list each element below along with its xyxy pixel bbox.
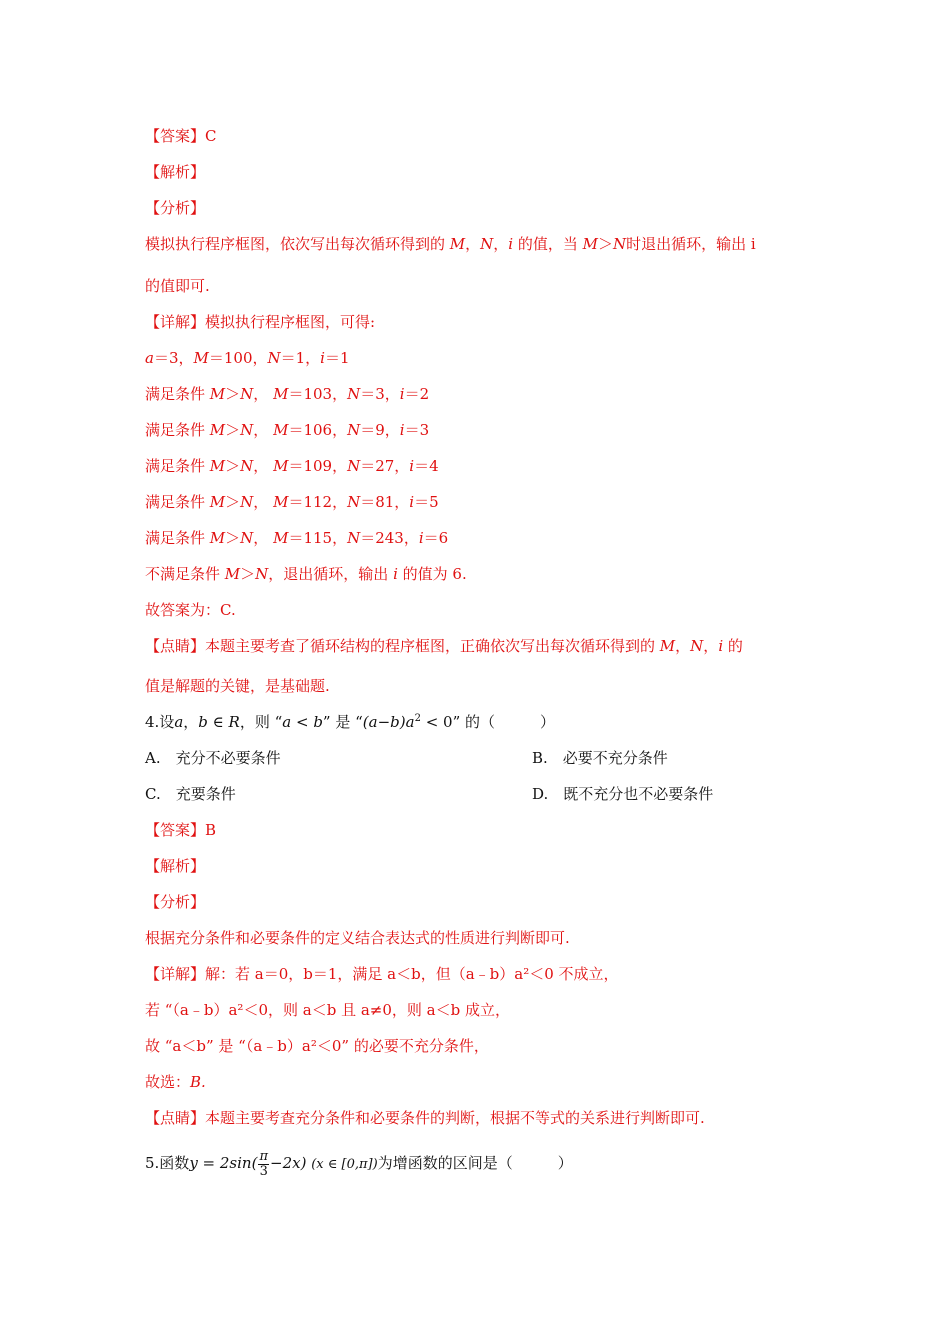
q3-step-line: 满足条件 M＞N， M＝115，N＝243，i＝6 [145,529,449,547]
q3-comment-line2: 值是解题的关键，是基础题. [145,677,330,695]
q4-jiexi-heading: 【解析】 [145,857,206,875]
q5-domain: (x ∈ [0,π]) [311,1157,378,1172]
q3-comment-line1: 【点睛】本题主要考查了循环结构的程序框图，正确依次写出每次循环得到的 M，N，i 的 [145,637,743,655]
q4-option-d: D. 既不充分也不必要条件 [532,785,714,803]
answer-value: C [205,127,217,145]
q3-step-line: 满足条件 M＞N， M＝106，N＝9，i＝3 [145,421,430,439]
answer-value: B [205,821,217,839]
q3-detail-line: 【详解】模拟执行程序框图，可得: [145,313,376,331]
q4-fenxi-heading: 【分析】 [145,893,206,911]
q4-detail-line1: 【详解】解：若 a＝0，b＝1，满足 a＜b，但（a﹣b）a²＜0 不成立， [145,965,619,983]
q3-step-line: 满足条件 M＞N， M＝112，N＝81，i＝5 [145,493,439,511]
comment-tag: 【点睛】 [145,637,206,655]
q4-detail-line3: 故 “a＜b” 是 “（a﹣b）a²＜0” 的必要不充分条件， [145,1037,489,1055]
q5-fraction: $\frac{\pi}{3}$ [259,1148,268,1179]
comment-tag: 【点睛】 [145,1109,206,1127]
q4-answer-line [145,820,216,840]
q3-conclusion: 故答案为：C. [145,601,236,619]
q3-step-line: 满足条件 M＞N， M＝109，N＝27，i＝4 [145,457,439,475]
q4-fenxi-text: 根据充分条件和必要条件的定义结合表达式的性质进行判断即可. [145,929,570,947]
detail-tag: 【详解】 [145,313,206,331]
q4-detail-line4: 故选：B. [145,1073,206,1091]
detail-tag: 【详解】 [145,965,206,983]
answer-tag: 【答案】 [145,127,206,145]
q4-option-c: C. 充要条件 [145,785,236,803]
q5-stem: 5.函数y = 2sin( $\frac{\pi}{3}$ −2x) (x ∈ [0,π])为增函数的区间是（ ） [145,1148,573,1179]
q3-answer-line [145,126,217,146]
q4-option-b: B. 必要不充分条件 [532,749,668,767]
q4-comment-line: 【点睛】本题主要考查充分条件和必要条件的判断，根据不等式的关系进行判断即可. [145,1109,705,1127]
q3-end-line: 不满足条件 M＞N，退出循环，输出 i 的值为 6. [145,565,467,583]
q3-init-line: a＝3，M＝100，N＝1，i＝1 [145,349,350,367]
q4-detail-line2: 若 “（a﹣b）a²＜0，则 a＜b 且 a≠0，则 a＜b 成立， [145,1001,510,1019]
q4-option-a: A. 充分不必要条件 [145,749,281,767]
q4-stem: 4.设a，b ∈ R，则 “a < b” 是 “$(a-b)a^2 < 0$” 的（ ） [145,713,556,731]
answer-tag: 【答案】 [145,821,206,839]
q3-fenxi-heading: 【分析】 [145,199,206,217]
q5-function: y = 2sin( [189,1154,258,1172]
q3-jiexi-heading: 【解析】 [145,163,206,181]
q3-step-line: 满足条件 M＞N， M＝103，N＝3，i＝2 [145,385,430,403]
q3-fenxi-line2: 的值即可. [145,277,210,295]
q3-fenxi-line1: 模拟执行程序框图，依次写出每次循环得到的 M，N，i 的值，当 M＞N时退出循环，输出 i [145,235,756,253]
